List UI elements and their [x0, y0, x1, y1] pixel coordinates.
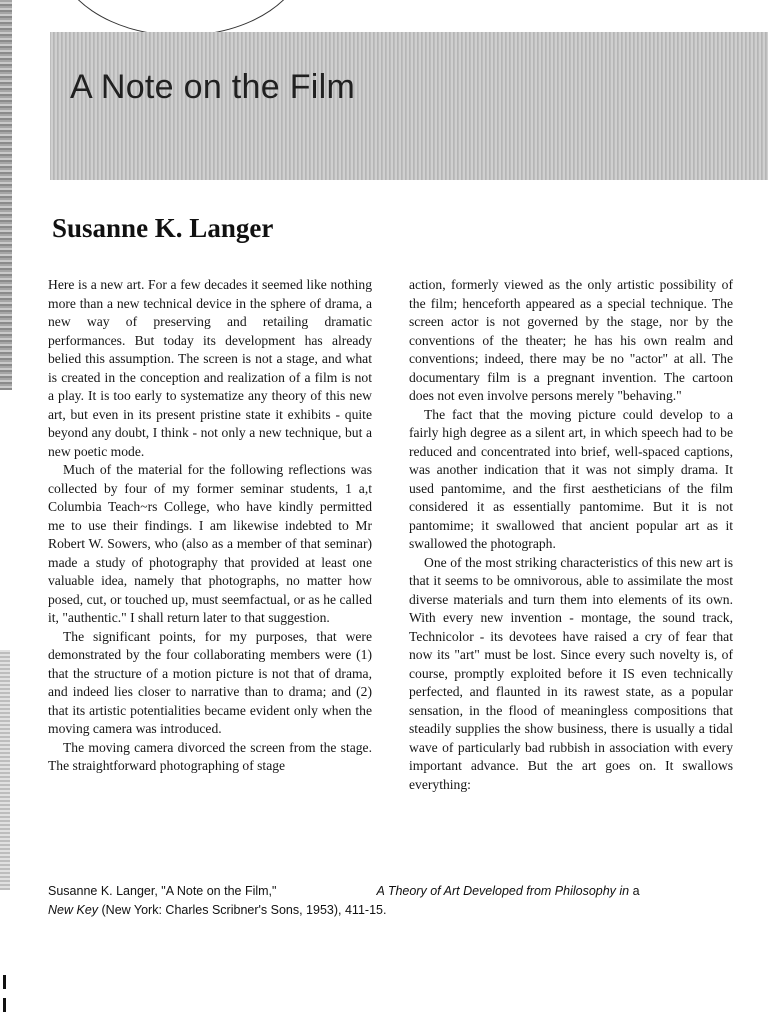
paragraph: The moving camera divorced the screen from the stage. The straightforward photographing of stage: [48, 739, 372, 773]
paragraph: Here is a new art. For a few decades it seemed like nothing more than a new technical device in the sphere of drama, a new way of preserving and retailing dramatic performances. But today its development has already belied this assumption. The screen is not a stage, and what is created in the conception and realization of a film is not a play. It is too early to systematize any theory of this new art, but even in its present pristine state it exhibits - quite beyond any doubt, I think - not only a new technique, but a new poetic mode.: [48, 277, 372, 459]
scan-edge-shadow-lower: [0, 650, 10, 890]
body-column-right: [409, 276, 733, 794]
citation-book-title: A Theory of Art Developed from Philosophy in: [376, 884, 630, 898]
paragraph: Much of the material for the following reflections was collected by four of my former seminar students, 1 a,t Columbia Teach~rs College, who have kindly permitted me to use their findings. I am likewise indebted to Mr Robert W. Sowers, who (also as a member of that seminar) made a study of photography that provided at least one valuable idea, namely that photographs, no matter how posed, cut, or touched up, must seemfactual, or as he called it, "authentic." I shall return later to that suggestion.: [48, 462, 372, 625]
page-title: A Note on the Film: [70, 68, 356, 106]
paragraph: The significant points, for my purposes, that were demonstrated by the four collaborating members were (1) that the structure of a motion picture is not that of drama, and indeed lies closer to narrative than to drama; and (2) that its artistic potentialities became evident only when the moving camera was introduced.: [48, 628, 372, 736]
paragraph: One of the most striking characteristics of this new art is that it seems to be omnivorous, able to assimilate the most diverse materials and turn them into elements of its own. With every new invention - montage, the sound track, Technicolor - its devotees have raised a cry of fear that now its "art" must be lost. Since every such novelty is, of course, promptly exploited before it IS even technically perfected, and flaunted in its rawest state, as a popular sensation, in the flood of meaningless compositions that steadily supplies the show business, there is usually a tidal wave of particularly bad rubbish in association with every important advance. But the art goes on. It swallows everything:: [409, 554, 733, 792]
citation-footnote: Susanne K. Langer, "A Note on the Film," A Theory of Art Developed from Philosophy in a New Key (New York: Charles Scribner's Sons, 1953), 411-15.: [48, 884, 640, 917]
decorative-arc: [55, 0, 307, 36]
citation-book-title-cont: New Key: [48, 903, 99, 917]
scan-margin-marks: [3, 975, 6, 1021]
citation-publisher: (New York: Charles Scribner's Sons, 1953), 411-15.: [98, 903, 387, 917]
author-name: Susanne K. Langer: [52, 213, 274, 243]
body-column-left: [48, 276, 372, 776]
paragraph: The fact that the moving picture could develop to a fairly high degree as a silent art, in which speech had to be reduced and concentrated into brief, well-spaced captions, was another indication that it was not simply drama. It used pantomime, and the first aestheticians of the film considered it as essentially pantomime. But it is not pantomime; it swallowed that ancient popular art as it swallowed the photograph.: [409, 406, 733, 551]
paragraph: action, formerly viewed as the only artistic possibility of the film; henceforth appeared as a special technique. The screen actor is not governed by the stage, nor by the conventions of the theater; he has his own realm and conventions; indeed, there may be no "actor" at all. The documentary film is a pregnant invention. The cartoon does not even involve persons merely "behaving.": [409, 277, 733, 403]
citation-author-title: Susanne K. Langer, "A Note on the Film,": [48, 884, 277, 898]
scan-edge-shadow: [0, 0, 12, 390]
